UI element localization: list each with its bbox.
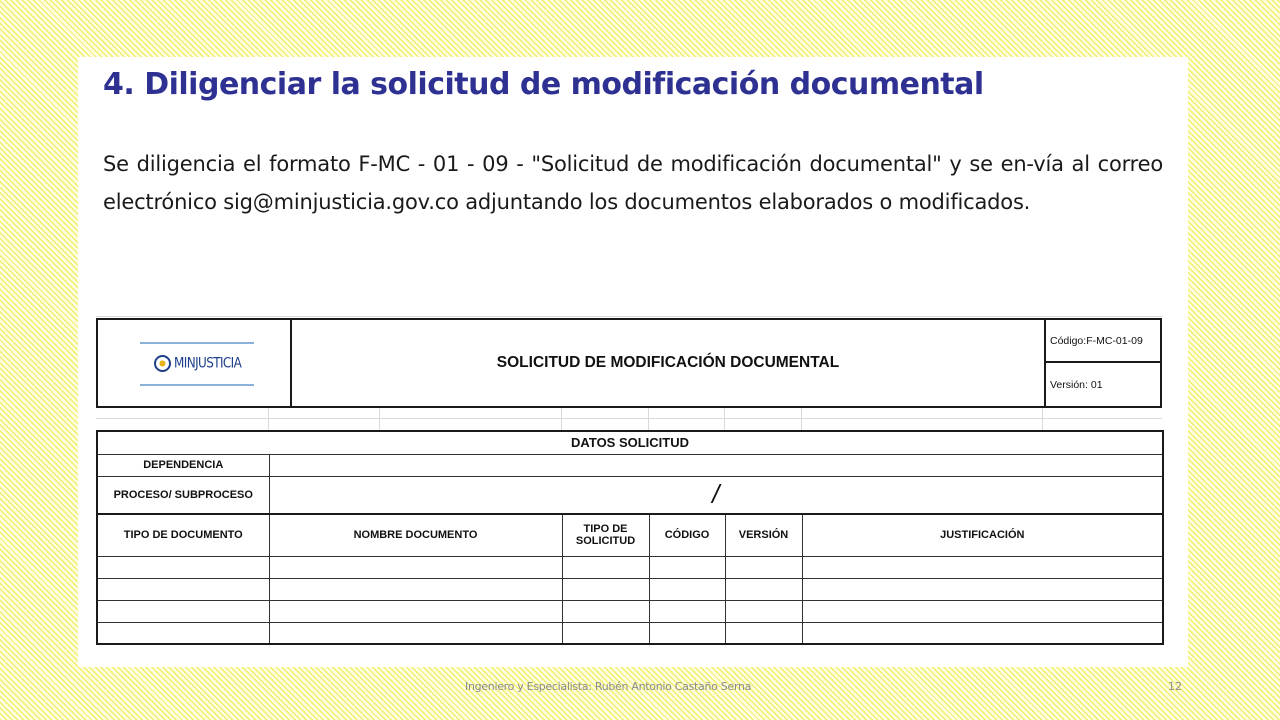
- slide-title: 4. Diligenciar la solicitud de modificación documental: [103, 67, 984, 102]
- proceso-value: /: [269, 476, 1163, 514]
- datos-solicitud-table: [96, 430, 1164, 645]
- column-header: NOMBRE DOCUMENTO: [269, 514, 562, 556]
- section-title: DATOS SOLICITUD: [97, 431, 1163, 454]
- column-header: JUSTIFICACIÓN: [802, 514, 1163, 556]
- logo-divider: [140, 384, 254, 386]
- column-header: TIPO DE SOLICITUD: [562, 514, 649, 556]
- column-header: TIPO DE DOCUMENTO: [97, 514, 269, 556]
- code-version-cell: [1044, 320, 1162, 406]
- dependencia-label: DEPENDENCIA: [97, 454, 269, 476]
- page-number: 12: [1168, 680, 1182, 693]
- logo-cell: [98, 320, 292, 406]
- column-header: CÓDIGO: [649, 514, 725, 556]
- grid-line: [724, 408, 725, 430]
- form-version: Versión: 01: [1050, 378, 1103, 391]
- logo-divider: [140, 342, 254, 344]
- grid-line: [648, 408, 649, 430]
- form-header: [96, 318, 1162, 408]
- table-row: [97, 578, 1163, 600]
- grid-line: [1042, 408, 1043, 430]
- form-code: Código:F-MC-01-09: [1046, 320, 1162, 363]
- minjusticia-logo: [154, 352, 241, 374]
- grid-line: [96, 316, 1162, 317]
- slide-panel: [78, 57, 1188, 667]
- grid-line: [379, 408, 380, 430]
- column-header: VERSIÓN: [725, 514, 802, 556]
- grid-line: [268, 408, 269, 430]
- grid-line: [561, 408, 562, 430]
- table-row: [97, 622, 1163, 644]
- logo-text: MINJUSTICIA: [174, 354, 242, 372]
- form-image: [96, 318, 1162, 648]
- table-row: [97, 556, 1163, 578]
- proceso-label: PROCESO/ SUBPROCESO: [97, 476, 269, 514]
- table-row: [97, 600, 1163, 622]
- footer-author: Ingeniero y Especialista: Rubén Antonio Castaño Serna: [465, 680, 752, 693]
- slide-body-text: Se diligencia el formato F-MC - 01 - 09 - "Solicitud de modificación documental" y se en-vía al correo electrónico sig@minjusticia.gov.co adjuntando los documentos elaborados o modificados.: [103, 152, 1163, 214]
- grid-line: [96, 418, 1162, 419]
- form-title: SOLICITUD DE MODIFICACIÓN DOCUMENTAL: [496, 354, 840, 371]
- grid-line: [801, 408, 802, 430]
- dependencia-value: [269, 454, 1163, 476]
- seal-icon: [154, 355, 171, 372]
